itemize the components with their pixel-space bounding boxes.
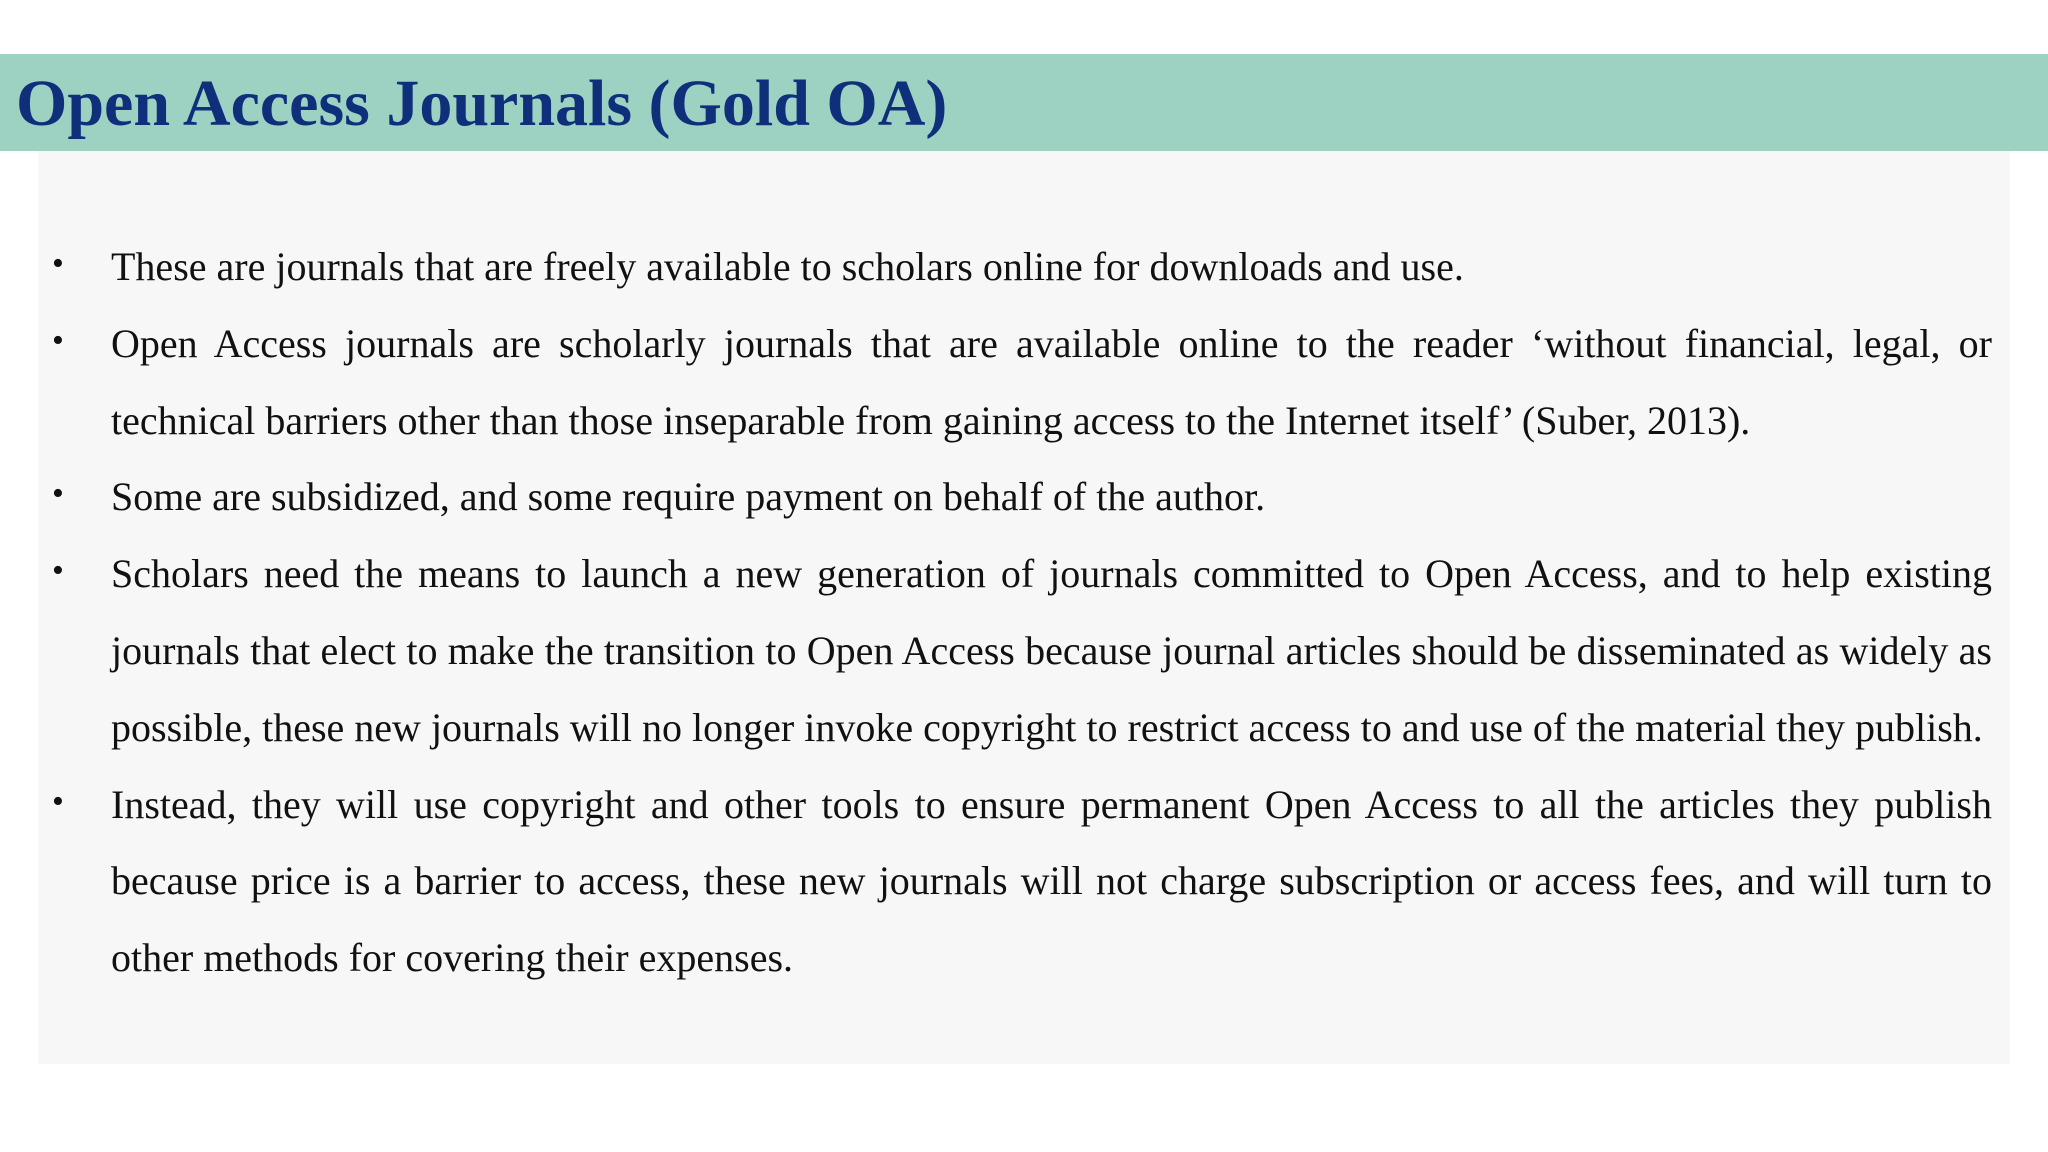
bullet-text: Some are subsidized, and some require payment on behalf of the author.: [111, 474, 1266, 520]
bullet-icon: •: [52, 552, 64, 590]
bullet-item-3: [52, 459, 1992, 536]
bullet-text: Open Access journals are scholarly journals that are available online to the reader ‘without financial, legal, or technical barriers other than those inseparable from gaining access to the Internet itself’ (Suber, 2013).: [111, 320, 1992, 443]
bullet-text: Instead, they will use copyright and other tools to ensure permanent Open Access to all the articles they publish because price is a barrier to access, these new journals will not charge subscription or access fees, and will turn to other methods for covering their expenses.: [111, 781, 1992, 981]
bullet-item-5: [52, 767, 1992, 997]
bullet-icon: •: [52, 245, 64, 282]
bullet-item-1: [52, 229, 1992, 306]
bullet-icon: •: [52, 321, 64, 359]
bullet-list: [52, 229, 1992, 997]
bullet-icon: •: [52, 782, 64, 820]
bullet-icon: •: [52, 475, 64, 513]
title-band: [0, 54, 2048, 151]
bullet-item-4: [52, 536, 1992, 766]
bullet-item-2: [52, 306, 1992, 460]
bullet-text: These are journals that are freely available to scholars online for downloads and use.: [111, 244, 1464, 289]
slide-title: Open Access Journals (Gold OA): [16, 67, 948, 140]
bullet-text: Scholars need the means to launch a new generation of journals committed to Open Access, and to help existing journals that elect to make the transition to Open Access because journal articles should be disseminated as widely as possible, these new journals will no longer invoke copyright to restrict access to and use of the material they publish.: [111, 551, 1992, 750]
